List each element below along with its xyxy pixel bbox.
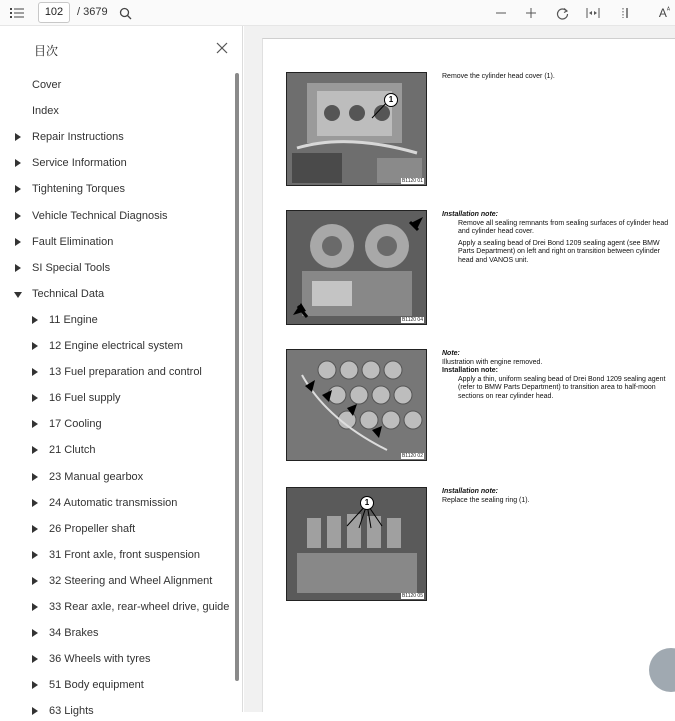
- toc-item-label: 33 Rear axle, rear-wheel drive, guide: [49, 601, 230, 613]
- toc-item-label: 16 Fuel supply: [49, 392, 121, 405]
- font-size-label: A: [658, 6, 667, 20]
- close-icon: [214, 40, 230, 56]
- font-size-icon: ᴬ: [666, 6, 671, 14]
- toc-item[interactable]: [31, 519, 135, 539]
- toc-item-label: 63 Lights: [49, 705, 94, 718]
- toc-spacer: [14, 106, 22, 116]
- page-number-input[interactable]: 102: [38, 2, 70, 23]
- instruction-line: Illustration with engine removed.: [442, 358, 543, 366]
- toc-item[interactable]: [31, 440, 95, 460]
- toc-item-label: Vehicle Technical Diagnosis: [32, 209, 168, 222]
- expand-arrow-icon[interactable]: [31, 576, 39, 586]
- toc-item-label: SI Special Tools: [32, 261, 111, 274]
- toc-item-label: Technical Data: [32, 287, 105, 300]
- expand-arrow-icon[interactable]: [31, 628, 39, 638]
- toc-item-label: 21 Clutch: [49, 444, 96, 457]
- toc-item[interactable]: [31, 493, 177, 513]
- figure-code: B1120 05: [401, 593, 423, 599]
- toc-item-label: Repair Instructions: [32, 131, 124, 144]
- font-size-button[interactable]: [654, 0, 675, 26]
- figure-code: B1120 04: [401, 317, 423, 323]
- toc-item-label: 36 Wheels with tyres: [49, 653, 151, 666]
- toc-item-label: 31 Front axle, front suspension: [49, 548, 201, 561]
- instruction-line: Replace the sealing ring (1).: [442, 496, 530, 504]
- expand-arrow-icon[interactable]: [31, 654, 39, 664]
- toc-item[interactable]: [14, 127, 124, 147]
- expand-arrow-icon[interactable]: [31, 419, 39, 429]
- expand-arrow-icon[interactable]: [31, 367, 39, 377]
- table-of-contents-panel: [0, 26, 243, 718]
- fit-width-button[interactable]: [582, 0, 604, 26]
- callout-number: 1: [360, 496, 374, 510]
- page-count: / 3679: [77, 6, 108, 18]
- toc-item-label: 51 Body equipment: [49, 679, 144, 692]
- figure-code: B1120 01: [401, 178, 423, 184]
- toc-item-label: 26 Propeller shaft: [49, 522, 136, 535]
- list-icon: [10, 7, 24, 19]
- toc-item-label: 32 Steering and Wheel Alignment: [49, 574, 213, 587]
- expand-arrow-icon[interactable]: [31, 498, 39, 508]
- expand-arrow-icon[interactable]: [14, 211, 22, 221]
- installation-note-label: Installation note:: [442, 367, 498, 374]
- installation-note-label: Installation note:: [442, 211, 498, 218]
- toc-item-label: 13 Fuel preparation and control: [49, 366, 202, 379]
- toc-item-label: 17 Cooling: [49, 418, 102, 431]
- expand-arrow-icon[interactable]: [31, 393, 39, 403]
- toc-item[interactable]: [31, 675, 144, 695]
- step-1-text: [442, 73, 672, 82]
- zoom-out-button[interactable]: [490, 0, 512, 26]
- expand-arrow-icon[interactable]: [31, 524, 39, 534]
- expand-arrow-icon[interactable]: [31, 550, 39, 560]
- toc-item[interactable]: [31, 545, 200, 565]
- engine-figure-1: [286, 72, 427, 186]
- step-2-text: [442, 211, 672, 265]
- instruction-line: Apply a sealing bead of Drei Bond 1209 sealing agent (see BMW Parts Department) on left and right on transition between cylinder head and VANOS unit.: [458, 239, 660, 264]
- expand-arrow-icon[interactable]: [31, 680, 39, 690]
- toc-item-label: Tightening Torques: [32, 183, 125, 196]
- toolbar: [0, 0, 675, 26]
- engine-photo: [287, 350, 427, 461]
- expand-arrow-icon[interactable]: [31, 706, 39, 716]
- toc-item[interactable]: [31, 597, 229, 617]
- minus-icon: [495, 7, 507, 19]
- toc-item[interactable]: [31, 467, 143, 487]
- toc-item[interactable]: [14, 153, 127, 173]
- toc-item-label: Fault Elimination: [32, 235, 114, 248]
- rotate-icon: [556, 7, 569, 20]
- toc-item[interactable]: [31, 310, 98, 330]
- toc-item-label: 23 Manual gearbox: [49, 470, 144, 483]
- installation-note-label: Installation note:: [442, 488, 498, 495]
- note-label: Note:: [442, 350, 460, 357]
- expand-arrow-icon[interactable]: [31, 445, 39, 455]
- instruction-line: Remove all sealing remnants from sealing surfaces of cylinder head and cylinder head cover.: [458, 219, 669, 235]
- rotate-button[interactable]: [551, 0, 573, 26]
- expand-arrow-icon[interactable]: [31, 602, 39, 612]
- toc-item[interactable]: [31, 388, 121, 408]
- toc-item-label: Index: [32, 105, 59, 118]
- toc-item[interactable]: [31, 414, 102, 434]
- page-view-button[interactable]: [616, 0, 638, 26]
- expand-arrow-icon[interactable]: [14, 158, 22, 168]
- toc-item[interactable]: [31, 649, 150, 669]
- toc-spacer: [14, 80, 22, 90]
- toc-title: 目次: [34, 44, 59, 58]
- toc-item[interactable]: [14, 75, 61, 95]
- pdf-page: [262, 38, 675, 712]
- toc-item-label: 11 Engine: [49, 313, 98, 326]
- toc-toggle-button[interactable]: [6, 0, 28, 26]
- step-4-text: [442, 488, 672, 505]
- expand-arrow-icon[interactable]: [14, 132, 22, 142]
- fit-width-icon: [586, 7, 600, 19]
- toc-item-label: Service Information: [32, 157, 127, 170]
- collapse-arrow-icon[interactable]: [14, 289, 22, 299]
- document-viewer[interactable]: [244, 26, 675, 712]
- toc-item[interactable]: [14, 232, 113, 252]
- engine-figure-3: [286, 349, 427, 461]
- toc-item[interactable]: [31, 623, 99, 643]
- toc-item-label: 24 Automatic transmission: [49, 496, 178, 509]
- toc-item[interactable]: [31, 336, 183, 356]
- instruction-line: Remove the cylinder head cover (1).: [442, 73, 555, 80]
- plus-icon: [525, 7, 537, 19]
- toc-scrollbar[interactable]: [235, 73, 239, 681]
- toc-item[interactable]: [31, 362, 202, 382]
- search-icon: [119, 7, 132, 20]
- engine-photo: [287, 73, 427, 186]
- toc-item[interactable]: [14, 258, 110, 278]
- engine-photo: [287, 488, 427, 601]
- toc-item-label: 12 Engine electrical system: [49, 340, 183, 352]
- toc-item[interactable]: [31, 701, 94, 721]
- expand-arrow-icon[interactable]: [31, 472, 39, 482]
- engine-figure-2: [286, 210, 427, 325]
- toc-item[interactable]: [14, 284, 104, 304]
- close-toc-button[interactable]: [214, 40, 230, 56]
- instruction-line: Apply a thin, uniform sealing bead of Drei Bond 1209 sealing agent (refer to BMW Parts Department) to transition area to half-moon sections on rear cylinder head.: [458, 375, 666, 400]
- expand-arrow-icon[interactable]: [31, 341, 39, 351]
- page-view-icon: [621, 7, 633, 19]
- expand-arrow-icon[interactable]: [14, 263, 22, 273]
- toc-item[interactable]: [14, 206, 168, 226]
- engine-figure-4: [286, 487, 427, 601]
- callout-number: 1: [384, 93, 398, 107]
- search-button[interactable]: [114, 0, 136, 26]
- figure-code: B1120 02: [401, 453, 423, 459]
- engine-photo: [287, 211, 427, 325]
- toc-item[interactable]: [31, 571, 212, 591]
- toc-item-label: Cover: [32, 79, 62, 91]
- expand-arrow-icon[interactable]: [14, 184, 22, 194]
- toc-item-label: 34 Brakes: [49, 627, 99, 640]
- toc-item[interactable]: [14, 101, 59, 121]
- expand-arrow-icon[interactable]: [31, 315, 39, 325]
- zoom-in-button[interactable]: [520, 0, 542, 26]
- expand-arrow-icon[interactable]: [14, 237, 22, 247]
- toc-item[interactable]: [14, 179, 125, 199]
- step-3-text: [442, 350, 672, 401]
